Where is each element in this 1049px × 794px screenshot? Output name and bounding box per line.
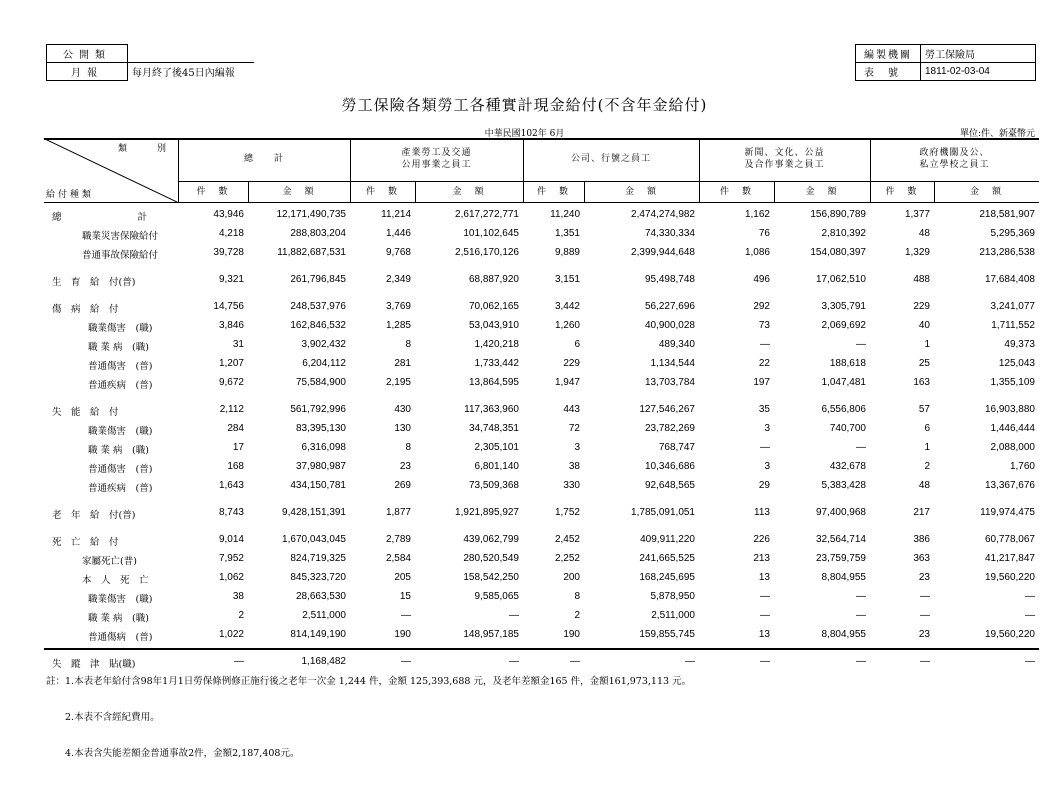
table-cell: 213 <box>753 553 770 564</box>
table-cell: 8 <box>405 442 411 453</box>
table-cell: 1,022 <box>218 629 244 640</box>
table-cell: 101,102,645 <box>463 228 519 239</box>
table-cell: 6,801,140 <box>474 461 519 472</box>
table-cell: 168 <box>227 461 244 472</box>
row-label: 職業傷害 (職) <box>88 594 153 605</box>
table-cell: 127,546,267 <box>639 404 695 415</box>
table-cell: 60,778,067 <box>984 534 1035 545</box>
sub-header: 件 數 <box>536 187 570 197</box>
table-cell: 3,902,432 <box>301 339 346 350</box>
table-cell: 229 <box>913 301 930 312</box>
table-cell: 13 <box>758 629 770 640</box>
unit-label: 單位:件、新臺幣元 <box>959 129 1035 139</box>
table-cell: 443 <box>563 404 580 415</box>
table-cell: — <box>1025 610 1035 621</box>
table-cell: 38 <box>232 591 244 602</box>
table-cell: 13,367,676 <box>984 480 1035 491</box>
table-cell: 130 <box>394 423 411 434</box>
table-cell: 35 <box>758 404 770 415</box>
table-cell: 1,947 <box>554 377 580 388</box>
table-cell: 8 <box>405 339 411 350</box>
table-cell: 1,047,481 <box>821 377 866 388</box>
table-cell: 1,062 <box>218 572 244 583</box>
table-cell: 38 <box>568 461 580 472</box>
table-cell: 2,069,692 <box>821 320 866 331</box>
row-label: 傷 病 給 付 <box>52 304 119 315</box>
table-cell: 92,648,565 <box>644 480 695 491</box>
table-cell: 281 <box>394 358 411 369</box>
table-cell: — <box>856 339 866 350</box>
sub-header: 件 數 <box>885 187 919 197</box>
row-label: 家屬死亡(普) <box>82 556 137 567</box>
sub-header: 件 數 <box>719 187 753 197</box>
table-cell: 57 <box>918 404 930 415</box>
table-cell: 6,316,098 <box>301 442 346 453</box>
group-header: 產業勞工及交通 公用事業之員工 <box>401 148 472 170</box>
table-cell: 213,286,538 <box>979 247 1035 258</box>
table-cell: 197 <box>753 377 770 388</box>
table-cell: — <box>570 656 580 667</box>
group-header: 政府機關及公、 私立學校之員工 <box>919 148 990 170</box>
table-cell: 1,446,444 <box>990 423 1035 434</box>
table-cell: 72 <box>568 423 580 434</box>
row-label: 失 蹤 津 貼(職) <box>52 659 136 670</box>
table-cell: 154,080,397 <box>810 247 866 258</box>
table-cell: 15 <box>399 591 411 602</box>
table-cell: 190 <box>394 629 411 640</box>
table-cell: 2,516,170,126 <box>455 247 519 258</box>
table-cell: 13,864,595 <box>468 377 519 388</box>
table-cell: 39,728 <box>213 247 244 258</box>
table-cell: 3,241,077 <box>990 301 1035 312</box>
table-cell: — <box>856 656 866 667</box>
table-cell: 113 <box>754 507 770 518</box>
table-cell: 23,759,759 <box>815 553 866 564</box>
table-cell: 1,921,895,927 <box>455 507 519 518</box>
table-cell: 439,062,799 <box>463 534 519 545</box>
table-cell: 188,618 <box>829 358 866 369</box>
table-cell: — <box>920 656 930 667</box>
table-cell: 162,846,532 <box>290 320 346 331</box>
table-cell: 2 <box>574 610 580 621</box>
row-label: 普通傷病 (普) <box>88 632 153 643</box>
table-cell: 5,878,950 <box>650 591 695 602</box>
footnotes <box>46 652 691 772</box>
table-cell: 768,747 <box>658 442 695 453</box>
table-cell: 37,980,987 <box>295 461 346 472</box>
table-cell: 330 <box>563 480 580 491</box>
table-cell: 11,214 <box>381 209 411 220</box>
header-mid-rule <box>178 181 1039 182</box>
row-label: 職 業 病 (職) <box>88 342 149 353</box>
table-cell: 119,974,475 <box>980 507 1035 518</box>
table-cell: 23 <box>399 461 411 472</box>
row-label: 生 育 給 付(普) <box>52 277 136 288</box>
table-cell: 269 <box>394 480 411 491</box>
table-cell: 70,062,165 <box>468 301 519 312</box>
table-cell: 3 <box>764 461 770 472</box>
table-cell: 2,474,274,982 <box>631 209 695 220</box>
table-cell: 1,446 <box>385 228 411 239</box>
table-cell: 13 <box>758 572 770 583</box>
form-number-value: 1811-02-03-04 <box>921 63 1036 81</box>
header-right-box <box>855 44 1036 81</box>
table-cell: 163 <box>913 377 930 388</box>
table-cell: 6,204,112 <box>302 358 346 369</box>
table-cell: 3,305,791 <box>821 301 866 312</box>
table-cell: 1,207 <box>218 358 244 369</box>
table-cell: 1,760 <box>1009 461 1035 472</box>
table-cell: 1,260 <box>554 320 580 331</box>
table-cell: 14,756 <box>213 301 244 312</box>
table-cell: 9,672 <box>218 377 244 388</box>
table-cell: 32,564,714 <box>815 534 866 545</box>
table-cell: 40,900,028 <box>644 320 695 331</box>
period-label: 月報 <box>47 63 128 81</box>
table-cell: 190 <box>563 629 580 640</box>
table-cell: 8,743 <box>218 507 244 518</box>
table-cell: — <box>760 610 770 621</box>
table-cell: — <box>760 656 770 667</box>
group-header: 公司、行號之員工 <box>570 154 651 164</box>
table-cell: — <box>1025 656 1035 667</box>
table-cell: 1,733,442 <box>474 358 519 369</box>
table-cell: 1,329 <box>904 247 930 258</box>
classification-label: 公開類 <box>47 45 128 63</box>
footnote-1: 註：1.本表老年給付含98年1月1日勞保條例修正施行後之老年一次金 1,244 件，金額 125,393,688 元，及老年差額金165 件，金額161,973,113 元。 <box>46 676 692 687</box>
period-value: 每月終了後45日內編報 <box>128 63 255 81</box>
corner-top-label: 類 別 <box>117 144 170 154</box>
table-cell: 12,171,490,735 <box>276 209 346 220</box>
table-cell: 34,748,351 <box>468 423 519 434</box>
sub-header: 件 數 <box>365 187 399 197</box>
row-label: 職業災害保險給付 <box>82 231 159 242</box>
table-cell: 280,520,549 <box>463 553 519 564</box>
form-number-label: 表號 <box>856 63 921 81</box>
table-cell: 23,782,269 <box>644 423 695 434</box>
table-cell: 3 <box>574 442 580 453</box>
table-cell: 41,217,847 <box>984 553 1035 564</box>
table-cell: 740,700 <box>829 423 866 434</box>
table-cell: 248,537,976 <box>290 301 346 312</box>
sub-header: 件 數 <box>196 187 230 197</box>
table-cell: 5,383,428 <box>821 480 866 491</box>
table-cell: 430 <box>394 404 411 415</box>
table-cell: 95,498,748 <box>644 274 695 285</box>
table-cell: 19,560,220 <box>984 629 1035 640</box>
table-cell: 2,399,944,648 <box>631 247 695 258</box>
sub-header: 金 額 <box>969 187 1003 197</box>
table-cell: — <box>760 591 770 602</box>
table-cell: 10,346,686 <box>644 461 695 472</box>
table-cell: 148,957,185 <box>463 629 519 640</box>
table-cell: 434,150,781 <box>290 480 346 491</box>
table-cell: 561,792,996 <box>290 404 346 415</box>
table-cell: 11,882,687,531 <box>277 247 346 258</box>
table-cell: 1 <box>924 442 930 453</box>
table-cell: 9,428,151,391 <box>282 507 346 518</box>
table-cell: 2 <box>238 610 244 621</box>
row-label: 總 計 <box>52 212 148 223</box>
table-cell: 2,617,272,771 <box>455 209 519 220</box>
table-cell: 205 <box>394 572 411 583</box>
table-cell: 2,088,000 <box>990 442 1035 453</box>
table-cell: 40 <box>918 320 930 331</box>
table-cell: 2,511,000 <box>302 610 346 621</box>
table-cell: 17 <box>232 442 244 453</box>
table-cell: — <box>920 610 930 621</box>
table-bottom-rule <box>44 648 1039 650</box>
table-cell: — <box>1025 591 1035 602</box>
sub-header: 金 額 <box>282 187 316 197</box>
report-period: 中華民國102年 6月 <box>484 129 565 139</box>
table-cell: 159,855,745 <box>639 629 695 640</box>
table-cell: 28,663,530 <box>295 591 346 602</box>
sub-header: 金 額 <box>805 187 839 197</box>
table-cell: 1,785,091,051 <box>631 507 695 518</box>
table-cell: 1,285 <box>385 320 411 331</box>
table-cell: — <box>401 610 411 621</box>
table-cell: 117,363,960 <box>464 404 519 415</box>
table-cell: 226 <box>753 534 770 545</box>
table-cell: 5,295,369 <box>990 228 1035 239</box>
table-cell: 845,323,720 <box>290 572 346 583</box>
corner-bottom-label: 給付種類 <box>46 190 95 200</box>
table-cell: — <box>760 339 770 350</box>
page-title: 勞工保險各類勞工各種實計現金給付(不含年金給付) <box>341 96 708 114</box>
table-cell: 73,509,368 <box>468 480 519 491</box>
table-cell: 3,769 <box>385 301 411 312</box>
table-cell: 168,245,695 <box>639 572 695 583</box>
table-cell: — <box>509 656 519 667</box>
table-cell: — <box>856 442 866 453</box>
table-cell: 2,305,101 <box>474 442 519 453</box>
table-cell: 218,581,907 <box>979 209 1035 220</box>
table-cell: 74,330,334 <box>644 228 695 239</box>
sub-header: 金 額 <box>624 187 658 197</box>
row-label: 職業傷害 (職) <box>88 323 153 334</box>
table-cell: 9,014 <box>218 534 244 545</box>
row-label: 職 業 病 (職) <box>88 613 149 624</box>
table-cell: — <box>685 656 695 667</box>
compiler-value: 勞工保險局 <box>921 45 1036 63</box>
table-cell: 29 <box>758 480 770 491</box>
row-label: 普通傷害 (普) <box>88 464 153 475</box>
table-cell: 156,890,789 <box>810 209 866 220</box>
table-cell: 13,703,784 <box>644 377 695 388</box>
table-cell: 9,889 <box>554 247 580 258</box>
table-top-rule <box>44 138 1039 140</box>
table-cell: 1,086 <box>744 247 770 258</box>
table-cell: 386 <box>913 534 930 545</box>
table-cell: 241,665,525 <box>639 553 695 564</box>
table-cell: 814,149,190 <box>290 629 346 640</box>
table-cell: 17,684,408 <box>984 274 1035 285</box>
table-cell: 23 <box>918 629 930 640</box>
table-cell: 2,810,392 <box>821 228 866 239</box>
table-cell: 25 <box>918 358 930 369</box>
table-cell: 8,804,955 <box>821 572 866 583</box>
table-cell: 9,321 <box>218 274 244 285</box>
table-cell: 292 <box>753 301 770 312</box>
table-cell: 1,377 <box>904 209 930 220</box>
table-cell: 23 <box>918 572 930 583</box>
table-cell: 48 <box>918 480 930 491</box>
table-cell: 17,062,510 <box>815 274 866 285</box>
table-cell: 363 <box>913 553 930 564</box>
table-cell: 1,168,482 <box>301 656 346 667</box>
table-cell: 1,752 <box>554 507 580 518</box>
table-cell: 288,803,204 <box>290 228 346 239</box>
table-cell: 49,373 <box>1004 339 1035 350</box>
row-label: 普通傷害 (普) <box>88 361 153 372</box>
header-bottom-rule <box>44 202 1039 203</box>
table-cell: 9,585,065 <box>474 591 519 602</box>
table-cell: 8,804,955 <box>821 629 866 640</box>
table-cell: 1,134,544 <box>650 358 695 369</box>
table-cell: 488 <box>913 274 930 285</box>
table-cell: 16,903,880 <box>984 404 1035 415</box>
table-cell: 1,162 <box>744 209 770 220</box>
table-cell: 200 <box>563 572 580 583</box>
table-cell: 2,511,000 <box>651 610 695 621</box>
table-cell: 8 <box>574 591 580 602</box>
table-cell: 56,227,696 <box>644 301 695 312</box>
header-left-box <box>46 44 254 81</box>
table-cell: 9,768 <box>385 247 411 258</box>
table-cell: — <box>856 610 866 621</box>
table-cell: — <box>509 610 519 621</box>
table-cell: 2,584 <box>385 553 411 564</box>
row-label: 職業傷害 (職) <box>88 426 153 437</box>
table-cell: — <box>760 442 770 453</box>
table-cell: 1 <box>924 339 930 350</box>
table-cell: 432,678 <box>829 461 866 472</box>
row-label: 普通疾病 (普) <box>88 483 153 494</box>
table-cell: 1,711,552 <box>991 320 1035 331</box>
table-cell: 284 <box>227 423 244 434</box>
table-cell: 31 <box>232 339 244 350</box>
table-cell: 409,911,220 <box>640 534 695 545</box>
sub-header: 金 額 <box>452 187 486 197</box>
table-cell: 3,151 <box>554 274 580 285</box>
table-cell: 6 <box>924 423 930 434</box>
table-cell: 68,887,920 <box>468 274 519 285</box>
table-cell: 1,877 <box>385 507 411 518</box>
table-cell: 75,584,900 <box>295 377 346 388</box>
table-cell: — <box>234 656 244 667</box>
table-cell: 19,560,220 <box>984 572 1035 583</box>
table-cell: 1,670,043,045 <box>282 534 346 545</box>
group-header: 新聞、文化、公益 及合作事業之員工 <box>744 148 825 170</box>
row-label: 失 能 給 付 <box>52 407 119 418</box>
table-cell: 2,452 <box>554 534 580 545</box>
table-cell: 2 <box>924 461 930 472</box>
table-cell: — <box>920 591 930 602</box>
table-cell: 6,556,806 <box>821 404 866 415</box>
table-cell: 2,349 <box>385 274 411 285</box>
table-cell: 1,355,109 <box>990 377 1035 388</box>
table-cell: — <box>401 656 411 667</box>
table-cell: 11,240 <box>550 209 580 220</box>
table-cell: 3,442 <box>554 301 580 312</box>
group-header: 總 計 <box>243 154 284 164</box>
table-cell: 229 <box>563 358 580 369</box>
table-cell: 76 <box>758 228 770 239</box>
table-cell: 217 <box>913 507 930 518</box>
table-cell: 1,420,218 <box>474 339 519 350</box>
table-cell: 83,395,130 <box>295 423 346 434</box>
row-label: 老 年 給 付(普) <box>52 510 136 521</box>
table-cell: 489,340 <box>658 339 695 350</box>
table-cell: 2,252 <box>554 553 580 564</box>
footnote-2: 2.本表不含經紀費用。 <box>46 712 160 723</box>
row-label: 普通事故保險給付 <box>82 250 159 261</box>
table-cell: 1,351 <box>554 228 580 239</box>
table-cell: 824,719,325 <box>290 553 346 564</box>
row-label: 死 亡 給 付 <box>52 537 119 548</box>
table-cell: 2,789 <box>385 534 411 545</box>
table-cell: 4,218 <box>218 228 244 239</box>
table-cell: 53,043,910 <box>468 320 519 331</box>
row-label: 普通疾病 (普) <box>88 380 153 391</box>
table-cell: 3,846 <box>218 320 244 331</box>
table-cell: 261,796,845 <box>290 274 346 285</box>
table-cell: 496 <box>753 274 770 285</box>
table-cell: 43,946 <box>213 209 244 220</box>
table-cell: 97,400,968 <box>815 507 866 518</box>
table-cell: — <box>856 591 866 602</box>
table-cell: 48 <box>918 228 930 239</box>
table-cell: 125,043 <box>998 358 1035 369</box>
table-cell: 2,195 <box>385 377 411 388</box>
table-cell: 2,112 <box>219 404 244 415</box>
compiler-label: 編製機關 <box>856 45 921 63</box>
table-cell: 3 <box>764 423 770 434</box>
table-cell: 158,542,250 <box>463 572 519 583</box>
table-cell: 6 <box>574 339 580 350</box>
footnote-3: 4.本表含失能差額金普通事故2件，金額2,187,408元。 <box>46 748 300 759</box>
table-cell: 7,952 <box>218 553 244 564</box>
row-label: 本 人 死 亡 <box>82 575 149 586</box>
table-cell: 22 <box>758 358 770 369</box>
classification-value <box>128 45 255 63</box>
row-label: 職 業 病 (職) <box>88 445 149 456</box>
table-cell: 73 <box>758 320 770 331</box>
table-cell: 1,643 <box>218 480 244 491</box>
